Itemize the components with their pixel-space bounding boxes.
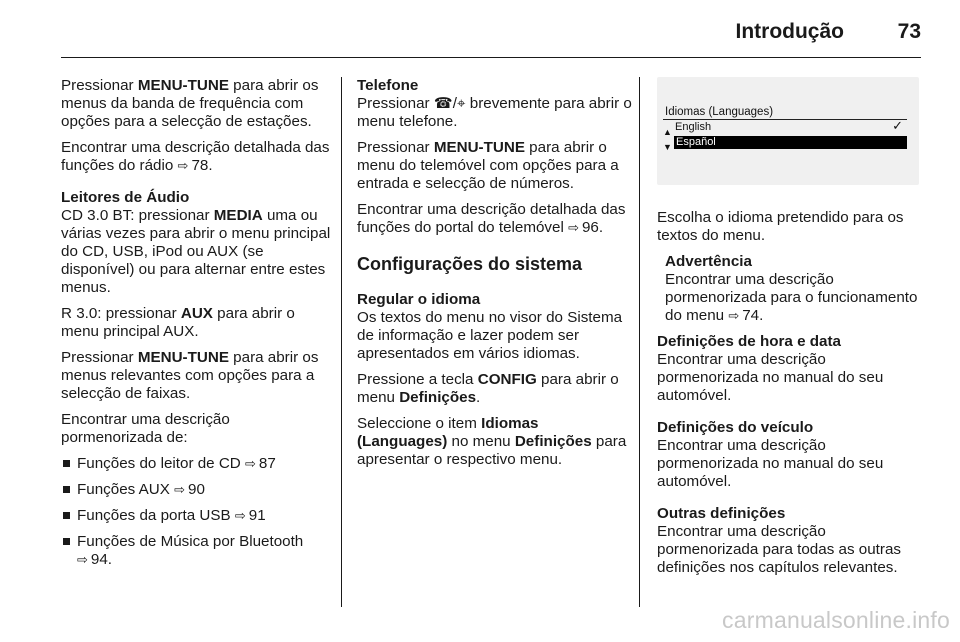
- section-title: Configurações do sistema: [357, 254, 583, 274]
- audio-heading: Leitores de Áudio: [61, 189, 190, 206]
- time-text: Encontrar uma descrição pormenorizada no manual do seu automóvel.: [657, 351, 884, 404]
- column-divider-right: [639, 77, 640, 607]
- phone-icon: ☎/⌖: [433, 95, 466, 112]
- audio-menu-tune-paragraph: Pressionar MENU-TUNE para abrir os menus relevantes com opções para a selecção de faixas.: [61, 349, 319, 402]
- language-option-espanol[interactable]: Español: [674, 136, 907, 149]
- radio-menu-paragraph: Pressionar MENU-TUNE para abrir os menus da banda de frequência com opções para a selecção de estações.: [61, 77, 319, 130]
- watermark: carmanualsonline.info: [722, 607, 950, 633]
- language-heading: Regular o idioma: [357, 291, 481, 308]
- page-ref-link[interactable]: ⇨ 90: [174, 481, 205, 498]
- page-ref-link[interactable]: ⇨ 74.: [728, 307, 763, 324]
- phone-paragraph-3: Encontrar uma descrição detalhada das funções do portal do telemóvel ⇨ 96.: [357, 201, 632, 237]
- language-paragraph-3: Seleccione o item Idiomas (Languages) no menu Definições para apresentar o respectivo menu.: [357, 415, 627, 468]
- audio-media-paragraph: CD 3.0 BT: pressionar MEDIA uma ou várias vezes para abrir o menu principal do CD, USB, iPod ou AUX (se disponível) ou para alternar entre estes menus.: [61, 207, 331, 296]
- vehicle-text: Encontrar uma descrição pormenorizada no manual do seu automóvel.: [657, 437, 884, 490]
- header-rule: [61, 57, 921, 58]
- screen-menu-title: Idiomas (Languages): [665, 106, 774, 118]
- other-text: Encontrar uma descrição pormenorizada para todas as outras definições nos capítulos relevantes.: [657, 523, 901, 576]
- list-item: Funções do leitor de CD ⇨ 87: [61, 455, 331, 473]
- other-heading: Outras definições: [657, 505, 786, 522]
- phone-paragraph-2: Pressionar MENU-TUNE para abrir o menu do telemóvel com opções para a entrada e selecção de números.: [357, 139, 619, 192]
- audio-aux-paragraph: R 3.0: pressionar AUX para abrir o menu principal AUX.: [61, 305, 295, 340]
- note-block: [657, 253, 927, 325]
- scroll-up-icon: ▲: [663, 127, 672, 137]
- audio-functions-list: [61, 455, 331, 569]
- language-paragraph-1: Os textos do menu no visor do Sistema de informação e lazer podem ser apresentados em vários idiomas.: [357, 309, 623, 362]
- column-3: [657, 77, 927, 585]
- list-item: Funções da porta USB ⇨ 91: [61, 507, 331, 525]
- list-item: Funções AUX ⇨ 90: [61, 481, 331, 499]
- page-ref-link[interactable]: ⇨ 91: [235, 507, 266, 524]
- column-divider-left: [341, 77, 342, 607]
- time-heading: Definições de hora e data: [657, 333, 841, 350]
- phone-heading: Telefone: [357, 77, 419, 94]
- page-header: [61, 0, 921, 58]
- language-paragraph-2: Pressione a tecla CONFIG para abrir o menu Definições.: [357, 371, 619, 406]
- radio-ref-paragraph: Encontrar uma descrição detalhada das funções do rádio ⇨ 78.: [61, 139, 331, 175]
- note-text: Encontrar uma descrição pormenorizada para o funcionamento do menu ⇨ 74.: [665, 271, 927, 325]
- scroll-down-icon: ▼: [663, 142, 672, 152]
- column-1: [61, 77, 331, 577]
- page-title: Introdução: [735, 20, 844, 43]
- page-number: 73: [897, 20, 921, 43]
- column-2: [357, 77, 632, 477]
- page-ref-link[interactable]: ⇨ 96.: [568, 219, 603, 236]
- page-ref-link[interactable]: ⇨ 78.: [178, 157, 213, 174]
- language-choose-paragraph: Escolha o idioma pretendido para os textos do menu.: [657, 209, 904, 244]
- phone-paragraph-1: Pressionar ☎/⌖ brevemente para abrir o menu telefone.: [357, 95, 632, 130]
- list-item: Funções de Música por Bluetooth ⇨ 94.: [61, 533, 331, 569]
- note-heading: Advertência: [665, 253, 752, 270]
- audio-description-paragraph: Encontrar uma descrição pormenorizada de:: [61, 411, 230, 446]
- page-ref-link[interactable]: ⇨ 94.: [77, 551, 112, 568]
- page-ref-link[interactable]: ⇨ 87: [245, 455, 276, 472]
- vehicle-heading: Definições do veículo: [657, 419, 814, 436]
- checkmark-icon: ✓: [892, 118, 903, 133]
- language-menu-screenshot: [657, 77, 919, 185]
- language-option-english[interactable]: English ✓: [675, 118, 903, 133]
- screen-rule: [663, 119, 907, 120]
